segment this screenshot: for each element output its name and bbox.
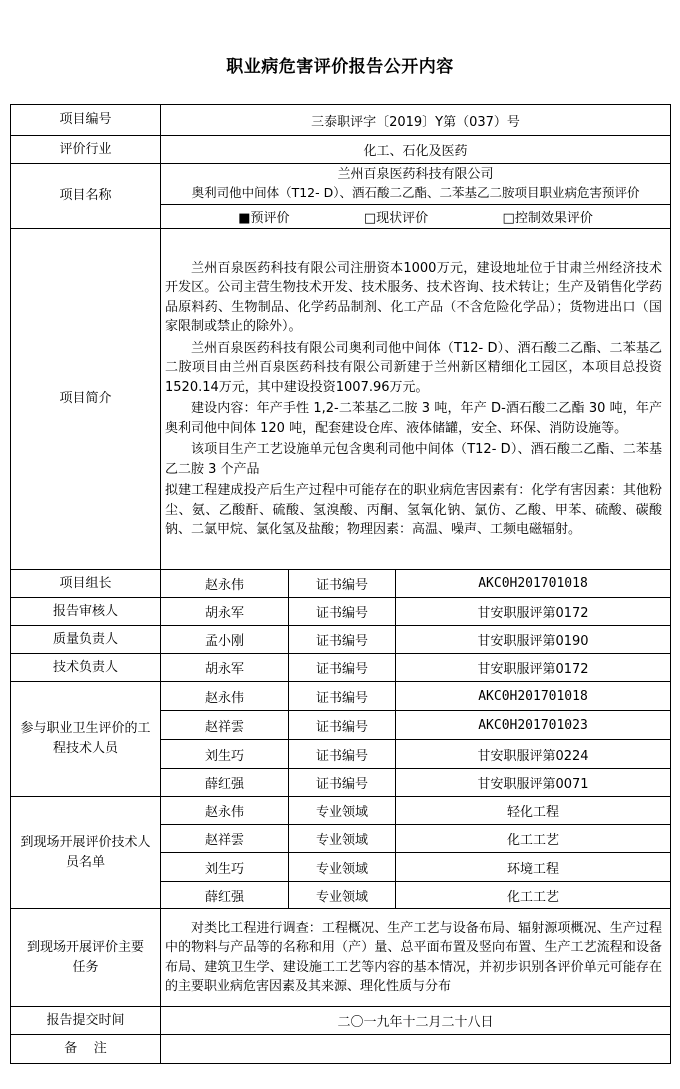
row-industry [11, 136, 671, 164]
tasks-label: 到现场开展评价主要任务 [11, 909, 161, 1007]
staff-name: 胡永军 [161, 598, 289, 626]
project-no-value: 三泰职评字〔2019〕Y第（037）号 [161, 105, 671, 136]
row-staff [11, 654, 671, 682]
onsite-label: 到现场开展评价技术人员名单 [11, 797, 161, 909]
field-label: 专业领域 [289, 797, 396, 825]
staff-role: 技术负责人 [11, 654, 161, 682]
summary-paragraph: 该项目生产工艺设施单元包含奥利司他中间体（T12- D）、酒石酸二乙酯、二苯基乙二胺 3 个产品 [165, 442, 663, 477]
tasks-text: 对类比工程进行调查：工程概况、生产工艺与设备布局、辐射源项概况、生产过程中的物料与产品等的名称和用（产）量、总平面布置及竖向布置、生产工艺流程和设备布局、建筑卫生学、建设施工工艺等内容的基本情况，并初步识别各评价单元可能存在的主要职业病危害因素及其来源、理化性质与分布 [165, 920, 663, 994]
project-name-label: 项目名称 [11, 164, 161, 229]
staff-role: 报告审核人 [11, 598, 161, 626]
company-name: 兰州百泉医药科技有限公司 [337, 167, 494, 182]
cert-label: 证书编号 [289, 682, 396, 711]
staff-role: 项目组长 [11, 570, 161, 598]
onsite-name: 赵永伟 [161, 797, 289, 825]
engineer-name: 薛红强 [161, 769, 289, 797]
cert-label: 证书编号 [289, 740, 396, 769]
field-label: 专业领域 [289, 825, 396, 853]
row-project-no [11, 105, 671, 136]
disclosure-table [10, 104, 671, 1064]
project-no-label: 项目编号 [11, 105, 161, 136]
type-control-eval: □控制效果评价 [502, 211, 593, 226]
submit-label: 报告提交时间 [11, 1007, 161, 1035]
summary-paragraph: 兰州百泉医药科技有限公司奥利司他中间体（T12- D）、酒石酸二乙酯、二苯基乙二胺项目由兰州百泉医药科技有限公司新建于兰州新区精细化工园区，本项目总投资1520.14万元，其中建设投资1007.96万元。 [165, 340, 663, 395]
staff-role: 质量负责人 [11, 626, 161, 654]
summary-paragraph: 建设内容：年产手性 1,2-二苯基乙二胺 3 吨，年产 D-酒石酸二乙酯 30 吨，年产奥利司他中间体 120 吨，配套建设仓库、液体储罐，安全、环保、消防设施等。 [165, 401, 663, 436]
type-status-eval: □现状评价 [363, 211, 429, 226]
summary-cell [161, 229, 671, 570]
cert-number: 甘安职服评第0071 [396, 769, 671, 797]
row-onsite [11, 797, 671, 825]
onsite-name: 赵祥雲 [161, 825, 289, 853]
cert-number: AKC0H201701018 [396, 682, 671, 711]
cert-number: 甘安职服评第0172 [396, 654, 671, 682]
cert-label: 证书编号 [289, 769, 396, 797]
remarks-value [161, 1035, 671, 1064]
onsite-name: 薛红强 [161, 882, 289, 909]
cert-label: 证书编号 [289, 654, 396, 682]
field-value: 轻化工程 [396, 797, 671, 825]
cert-label: 证书编号 [289, 570, 396, 598]
cert-label: 证书编号 [289, 711, 396, 740]
tasks-cell [161, 909, 671, 1007]
row-staff [11, 598, 671, 626]
summary-paragraph: 兰州百泉医药科技有限公司注册资本1000万元，建设地址位于甘肃兰州经济技术开发区。公司主营生物技术开发、技术服务、技术咨询、技术转让；生产及销售化学药品原料药、生物制品、化学药品制剂、化工产品（不含危险化学品）；货物进出口（国家限制或禁止的除外）。 [165, 260, 663, 334]
summary-hazards: 拟建工程建成投产后生产过程中可能存在的职业病危害因素有：化学有害因素：其他粉尘、氨、乙酸酐、硫酸、氢溴酸、丙酮、氢氧化钠、氯仿、乙酸、甲苯、硫酸、碳酸钠、二氯甲烷、氯化氢及盐酸；物理因素：高温、噪声、工频电磁辐射。 [165, 483, 663, 537]
engineers-label: 参与职业卫生评价的工程技术人员 [11, 682, 161, 797]
field-value: 化工工艺 [396, 882, 671, 909]
onsite-name: 刘生巧 [161, 853, 289, 882]
row-tasks [11, 909, 671, 1007]
row-project-name [11, 164, 671, 205]
submit-value: 二〇一九年十二月二十八日 [161, 1007, 671, 1035]
industry-value: 化工、石化及医药 [161, 136, 671, 164]
row-engineer [11, 682, 671, 711]
staff-name: 孟小刚 [161, 626, 289, 654]
cert-label: 证书编号 [289, 598, 396, 626]
field-label: 专业领域 [289, 882, 396, 909]
project-name-cell [161, 164, 671, 205]
row-staff [11, 626, 671, 654]
field-value: 化工工艺 [396, 825, 671, 853]
engineer-name: 刘生巧 [161, 740, 289, 769]
field-label: 专业领域 [289, 853, 396, 882]
page-title: 职业病危害评价报告公开内容 [226, 57, 454, 77]
industry-label: 评价行业 [11, 136, 161, 164]
row-remarks [11, 1035, 671, 1064]
field-value: 环境工程 [396, 853, 671, 882]
cert-number: 甘安职服评第0190 [396, 626, 671, 654]
summary-label: 项目简介 [11, 229, 161, 570]
row-submit [11, 1007, 671, 1035]
type-pre-eval: ■预评价 [238, 211, 290, 226]
cert-number: AKC0H201701018 [396, 570, 671, 598]
project-name-value: 奥利司他中间体（T12- D）、酒石酸二乙酯、二苯基乙二胺项目职业病危害预评价 [191, 185, 640, 200]
cert-number: AKC0H201701023 [396, 711, 671, 740]
engineer-name: 赵祥雲 [161, 711, 289, 740]
eval-type-cell [161, 205, 671, 229]
staff-name: 胡永军 [161, 654, 289, 682]
row-summary [11, 229, 671, 570]
row-staff [11, 570, 671, 598]
staff-name: 赵永伟 [161, 570, 289, 598]
cert-number: 甘安职服评第0224 [396, 740, 671, 769]
cert-label: 证书编号 [289, 626, 396, 654]
engineer-name: 赵永伟 [161, 682, 289, 711]
cert-number: 甘安职服评第0172 [396, 598, 671, 626]
remarks-label: 备 注 [11, 1035, 161, 1064]
